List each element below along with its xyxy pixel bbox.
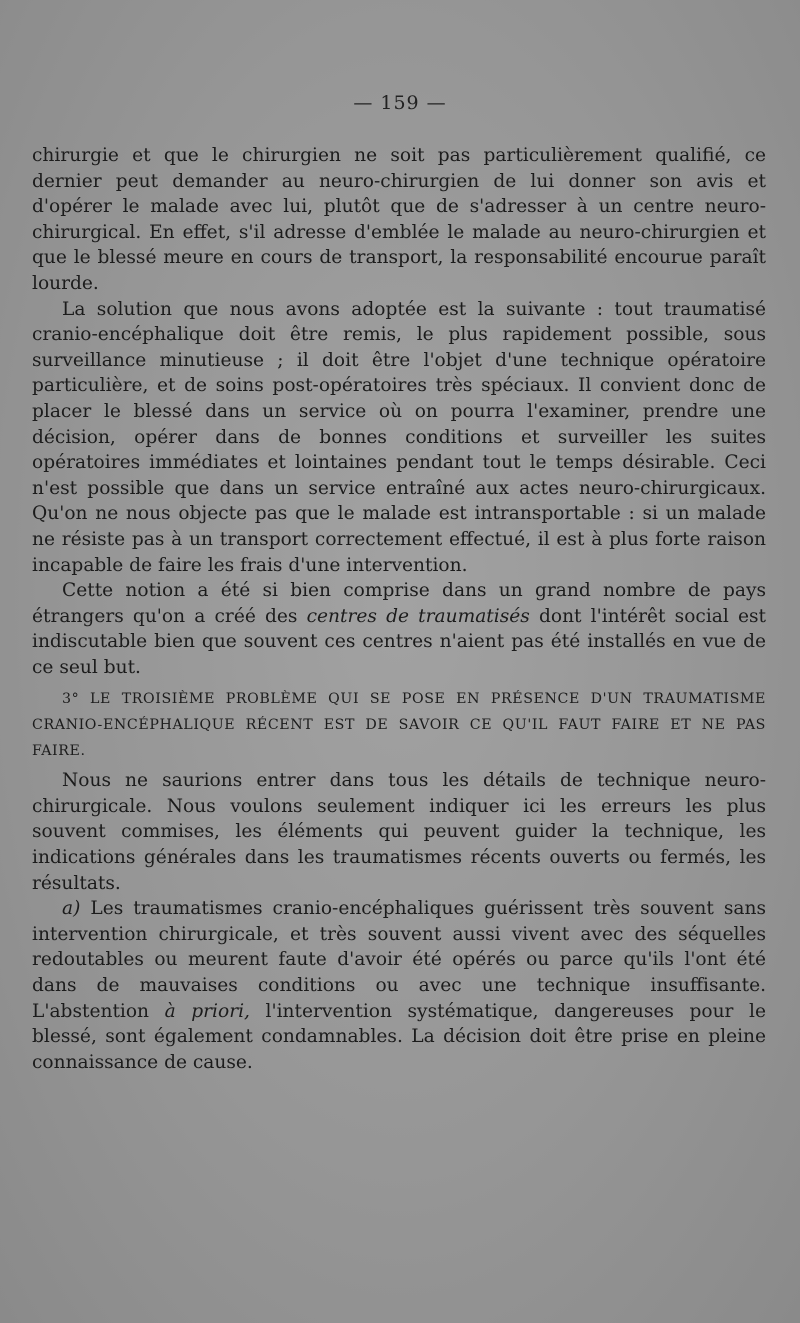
body-text — [32, 143, 766, 1075]
paragraph-1: chirurgie et que le chirurgien ne soit pas particulièrement qualifié, ce dernier peut demander au neuro-chirurgien de lui donner son avis et d'opérer le malade avec lui, plutôt que de s'adresser à un centre neuro-chirurgical. En effet, s'il adresse d'emblée le malade au neuro-chirurgien et que le blessé meure en cours de transport, la responsabilité encourue paraît lourde. — [32, 145, 766, 294]
paragraph-5-text-start: Les traumatismes cranio-encéphaliques guérissent très souvent sans intervention chirurgicale, et très souvent aussi vivent avec des séquelles redoutables ou meurent faute d'avoir été opérés ou parce qu'ils l'ont été dans de mauvaises conditions ou avec une technique insuffisante. L'abstention — [32, 898, 766, 1022]
paragraph-3-emphasis: centres de traumatisés — [306, 605, 530, 627]
paragraph-3 — [32, 578, 766, 680]
paragraph-5-text-end: l'intervention systématique, dangereuses pour le blessé, sont également condamnables. La décision doit être prise en pleine connaissance de cause. — [32, 1000, 766, 1073]
section-heading-3: 3° LE TROISIÈME PROBLÈME QUI SE POSE EN PRÉSENCE D'UN TRAUMATISME CRANIO-ENCÉPHALIQUE RÉCENT EST DE SAVOIR CE QU'IL FAUT FAIRE ET NE PAS FAIRE. — [32, 691, 766, 759]
paragraph-5 — [32, 896, 766, 1075]
paragraph-2: La solution que nous avons adoptée est la suivante : tout traumatisé cranio-encéphalique doit être remis, le plus rapidement possible, sous surveillance minutieuse ; il doit être l'objet d'une technique opératoire particulière, et de soins post-opératoires très spéciaux. Il convient donc de placer le blessé dans un service où on pourra l'examiner, prendre une décision, opérer dans de bonnes conditions et surveiller les suites opératoires immédiates et lointaines pendant tout le temps désirable. Ceci n'est possible que dans un service entraîné aux actes neuro-chirurgicaux. Qu'on ne nous objecte pas que le malade est intransportable : si un malade ne résiste pas à un transport correctement effectué, il est à plus forte raison incapable de faire les frais d'une intervention. — [32, 298, 766, 576]
paragraph-3-text-end: dont l'intérêt social est indiscutable bien que souvent ces centres n'aient pas été installés en vue de ce seul but. — [32, 605, 766, 678]
paragraph-3-text-start: Cette notion a été si bien comprise dans un grand nombre de pays étrangers qu'on a créé des — [32, 580, 766, 627]
paragraph-5-label: a) — [62, 898, 81, 920]
paragraph-4: Nous ne saurions entrer dans tous les détails de technique neuro-chirurgicale. Nous voulons seulement indiquer ici les erreurs les plus souvent commises, les éléments qui peuvent guider la technique, les indications générales dans les traumatismes récents ouverts ou fermés, les résultats. — [32, 770, 766, 894]
page-number: — 159 — — [353, 92, 447, 114]
paragraph-5-emphasis: à priori, — [164, 1000, 250, 1022]
